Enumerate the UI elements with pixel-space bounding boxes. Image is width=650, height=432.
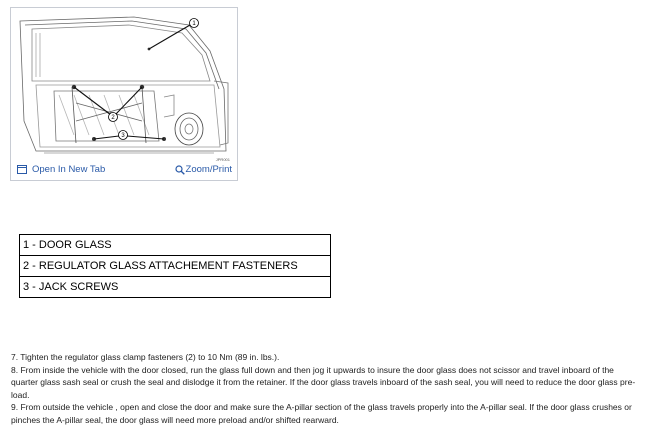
callout-1: 1 — [192, 21, 196, 28]
step-8: 8. From inside the vehicle with the door closed, run the glass full down and then jog it upwards to insure the door glass does not scissor and travel inboard of the quarter glass sash seal or crush the seal and dislodge it from the retainer. If the door glass travels inboard of the sash seal, you will need to reduce the door glass pre-load. — [11, 364, 636, 400]
step-9: 9. From outside the vehicle , open and close the door and make sure the A-pillar section of the glass travels properly into the A-pillar seal. If the door glass crushes or pinches the A-pillar seal, the door glass will need more preload and/or shifted rearward. — [11, 402, 632, 425]
legend-row — [20, 256, 331, 277]
open-in-new-tab-label: Open In New Tab — [32, 164, 106, 175]
legend-row — [20, 277, 331, 298]
callout-3: 3 — [121, 133, 125, 140]
figure-toolbar — [11, 162, 237, 180]
legend-row — [20, 235, 331, 256]
open-in-new-tab-link[interactable] — [17, 164, 105, 175]
new-tab-icon — [17, 165, 27, 174]
legend-item-jack-screws: 3 - JACK SCREWS — [20, 277, 331, 298]
door-glass-diagram[interactable] — [14, 11, 234, 163]
magnifier-icon — [175, 165, 185, 175]
callout-2: 2 — [111, 115, 115, 122]
figure-code: JPR001 — [215, 157, 230, 162]
zoom-print-link[interactable] — [175, 164, 232, 175]
step-7: 7. Tighten the regulator glass clamp fasteners (2) to 10 Nm (89 in. lbs.). — [11, 352, 280, 362]
procedure-steps — [11, 351, 641, 427]
zoom-print-label: Zoom/Print — [185, 164, 232, 175]
legend-table — [19, 234, 331, 298]
figure-frame — [10, 7, 238, 181]
legend-item-regulator-fasteners: 2 - REGULATOR GLASS ATTACHEMENT FASTENERS — [20, 256, 331, 277]
legend-item-door-glass: 1 - DOOR GLASS — [20, 235, 331, 256]
